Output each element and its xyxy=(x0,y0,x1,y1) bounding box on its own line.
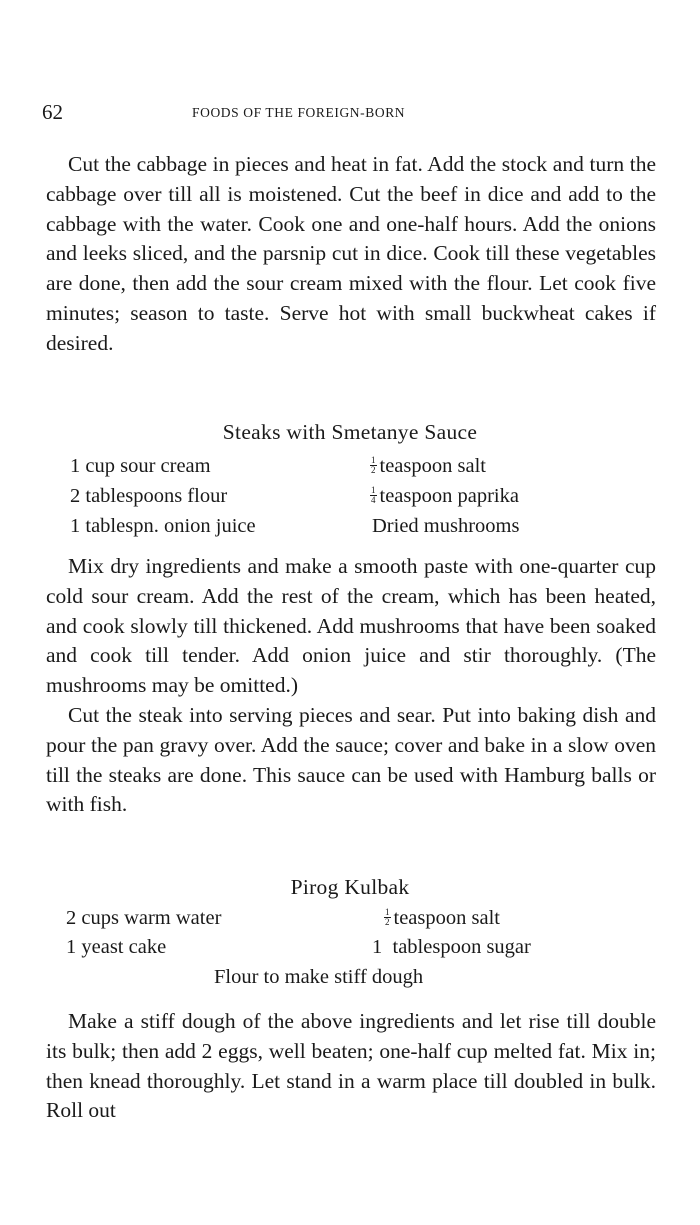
ingredient-item: 1 tablespoon sugar xyxy=(372,936,531,958)
running-title: FOODS OF THE FOREIGN-BORN xyxy=(192,105,406,120)
fraction: $\frac{1}{2}$ xyxy=(385,906,390,927)
recipe-title-pirog: Pirog Kulbak xyxy=(290,875,410,899)
recipe-text-steaks xyxy=(46,552,656,820)
ingredient-item: Dried mushrooms xyxy=(372,515,520,537)
ingredient-item: $\frac{1}{4}$ teaspoon paprika xyxy=(371,484,519,507)
ingredient-item: 1 cup sour cream xyxy=(70,455,211,477)
intro-paragraph: Cut the cabbage in pieces and heat in fat. Add the stock and turn the cabbage over till all is moistened. Cut the beef in dice and add to the cabbage with the water. Cook one and one-half hours. Add the onions and leeks sliced, and the parsnip cut in dice. Cook till these vegetables are done, then add the sour cream mixed with the flour. Let cook five minutes; season to taste. Serve hot with small buckwheat cakes if desired. xyxy=(46,152,656,355)
recipe-text-pirog xyxy=(46,1007,656,1126)
method-paragraph: Make a stiff dough of the above ingredients and let rise till double its bulk; then add 2 eggs, well beaten; one-half cup melted fat. Mix in; then knead thoroughly. Let stand in a warm place till doubled in bulk. Roll out xyxy=(46,1009,656,1123)
intro-text xyxy=(46,150,656,359)
fraction: $\frac{1}{2}$ xyxy=(371,454,376,475)
recipe-title-steaks: Steaks with Smetanye Sauce xyxy=(222,420,478,444)
method-paragraph: Mix dry ingredients and make a smooth paste with one-quarter cup cold sour cream. Add the rest of the cream, which has been heated, and cook slowly till thickened. Add mushrooms that have been soaked and cook till tender. Add onion juice and stir thoroughly. (The mushrooms may be omitted.) xyxy=(46,554,656,698)
ingredient-item: $\frac{1}{2}$ teaspoon salt xyxy=(371,454,486,477)
fraction: $\frac{1}{4}$ xyxy=(371,484,376,505)
page-number: 62 xyxy=(42,100,63,124)
page-header xyxy=(42,100,497,128)
ingredient-item: 1 yeast cake xyxy=(66,936,167,958)
ingredient-item: 2 tablespoons flour xyxy=(70,485,228,507)
method-paragraph: Cut the steak into serving pieces and sear. Put into baking dish and pour the pan gravy over. Add the sauce; cover and bake in a slow oven till the steaks are done. This sauce can be used with Hamburg balls or with fish. xyxy=(46,702,656,817)
ingredient-item: Flour to make stiff dough xyxy=(214,966,424,988)
ingredient-item: $\frac{1}{2}$ teaspoon salt xyxy=(385,906,500,929)
ingredient-item: 1 tablespn. onion juice xyxy=(70,515,256,537)
ingredient-item: 2 cups warm water xyxy=(66,907,222,929)
